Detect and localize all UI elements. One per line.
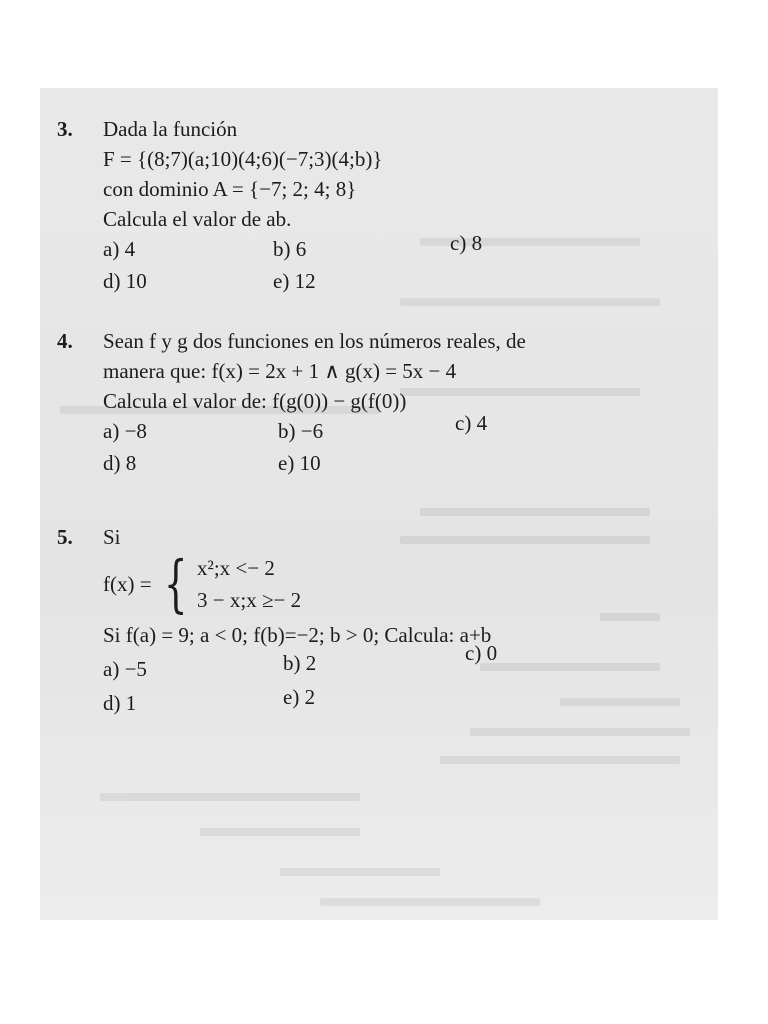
option-b: b) −6 xyxy=(278,419,324,443)
option-e: e) 12 xyxy=(273,269,316,293)
option-c: c) 0 xyxy=(465,641,498,665)
answer-options xyxy=(103,411,526,480)
question-text-line: Sean f y g dos funciones en los números reales, de xyxy=(103,329,526,353)
question-number: 5. xyxy=(57,525,73,549)
question-text-line: Calcula el valor de: f(g(0)) − g(f(0)) xyxy=(103,389,407,413)
option-e: e) 10 xyxy=(278,451,321,475)
case-2: 3 − x;x ≥− 2 xyxy=(197,588,302,612)
question-number: 3. xyxy=(57,117,73,141)
option-e: e) 2 xyxy=(283,685,316,709)
cases xyxy=(197,552,301,616)
option-b: b) 2 xyxy=(283,651,317,675)
question-5 xyxy=(57,522,498,715)
question-text-line: Calcula el valor de ab. xyxy=(103,207,292,231)
function-lhs: f(x) = xyxy=(103,572,152,596)
question-number: 4. xyxy=(57,329,73,353)
option-a: a) −5 xyxy=(103,657,147,681)
option-a: a) −8 xyxy=(103,419,147,443)
question-condition: Si f(a) = 9; a < 0; f(b)=−2; b > 0; Calcula: a+b xyxy=(103,623,492,647)
option-d: d) 1 xyxy=(103,691,137,715)
option-d: d) 10 xyxy=(103,269,147,293)
question-3 xyxy=(57,114,483,298)
question-text-line: manera que: f(x) = 2x + 1 ∧ g(x) = 5x − 4 xyxy=(103,359,457,383)
question-4 xyxy=(57,326,526,480)
answer-options xyxy=(103,641,498,715)
option-d: d) 8 xyxy=(103,451,137,475)
option-b: b) 6 xyxy=(273,237,307,261)
option-a: a) 4 xyxy=(103,237,136,261)
case-1: x²;x <− 2 xyxy=(197,556,275,580)
piecewise-function xyxy=(103,547,491,620)
option-c: c) 4 xyxy=(455,411,488,435)
answer-options xyxy=(103,231,483,298)
question-text-line: Dada la función xyxy=(103,117,238,141)
question-text-line: con dominio A = {−7; 2; 4; 8} xyxy=(103,177,357,201)
option-c: c) 8 xyxy=(450,231,483,255)
question-intro: Si xyxy=(103,525,121,549)
question-text-line: F = {(8;7)(a;10)(4;6)(−7;3)(4;b)} xyxy=(103,147,383,171)
left-brace: { xyxy=(163,547,188,620)
